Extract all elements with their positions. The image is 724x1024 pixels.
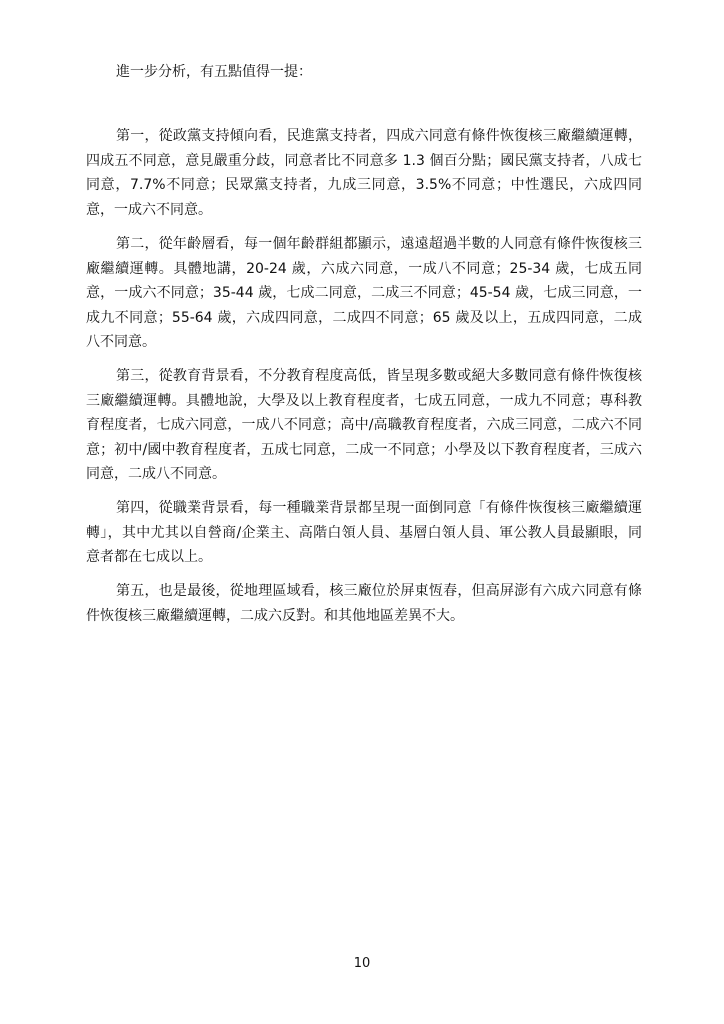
page-number: 10 <box>353 956 371 971</box>
paragraph-region: 第五，也是最後，從地理區域看，核三廠位於屏東恆春，但高屏澎有六成六同意有條件恢復核三廠繼續運轉，二成六反對。和其他地區差異不大。 <box>86 583 642 624</box>
paragraph-occupation: 第四，從職業背景看，每一種職業背景都呈現一面倒同意「有條件恢復核三廠繼續運轉」，其中尤其以自營商/企業主、高階白領人員、基層白領人員、軍公教人員最顯眼，同意者都在七成以上。 <box>86 500 642 565</box>
intro-line: 進一步分析，有五點值得一提： <box>116 64 312 80</box>
paragraph-party-affiliation: 第一，從政黨支持傾向看，民進黨支持者，四成六同意有條件恢復核三廠繼續運轉，四成五不同意，意見嚴重分歧，同意者比不同意多 1.3 個百分點；國民黨支持者，八成七同意，7.7%不同意；民眾黨支持者，九成三同意，3.5%不同意；中性選民，六成四同意，一成六不同意。 <box>86 128 642 218</box>
paragraph-education: 第三，從教育背景看，不分教育程度高低，皆呈現多數或絕大多數同意有條件恢復核三廠繼續運轉。具體地說，大學及以上教育程度者，七成五同意，一成九不同意；專科教育程度者，七成六同意，一成八不同意；高中/高職教育程度者，六成三同意，二成六不同意；初中/國中教育程度者，五成七同意，二成一不同意；小學及以下教育程度者，三成六同意，二成八不同意。 <box>86 368 642 482</box>
paragraph-age-group: 第二，從年齡層看，每一個年齡群組都顯示，遠遠超過半數的人同意有條件恢復核三廠繼續運轉。具體地講，20-24 歲，六成六同意，一成八不同意；25-34 歲，七成五同意，一成六不同意；35-44 歲，七成二同意，二成三不同意；45-54 歲，七成三同意，一成九不同意；55-64 歲，六成四同意，二成四不同意；65 歲及以上，五成四同意，二成八不同意。 <box>86 236 642 350</box>
